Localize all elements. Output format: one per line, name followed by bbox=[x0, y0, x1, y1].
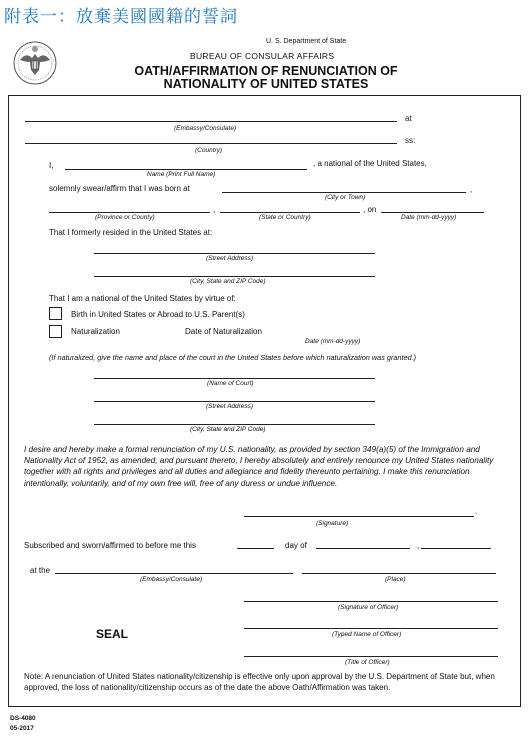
at-the-text: at the bbox=[30, 566, 51, 575]
date-naturalization-label: Date of Naturalization bbox=[185, 327, 262, 336]
street-field[interactable] bbox=[94, 253, 375, 254]
officer-embassy-field[interactable] bbox=[55, 573, 293, 574]
country-field[interactable] bbox=[25, 143, 397, 144]
court-city-field[interactable] bbox=[94, 424, 375, 425]
national-text: , a national of the United States, bbox=[313, 159, 427, 168]
place-caption: (Place) bbox=[385, 576, 406, 583]
form-date: 05-2017 bbox=[10, 725, 34, 732]
officer-signature-field[interactable] bbox=[244, 601, 498, 602]
seal-label: SEAL bbox=[96, 627, 129, 641]
birth-option-label: Birth in United States or Abroad to U.S. Parent(s) bbox=[71, 310, 245, 319]
court-street-caption: (Street Address) bbox=[206, 403, 254, 410]
signature-caption: (Signature) bbox=[316, 520, 349, 527]
court-street-field[interactable] bbox=[94, 401, 375, 402]
ss-label: ss: bbox=[405, 136, 416, 145]
officer-title-caption: (Title of Officer) bbox=[345, 659, 390, 666]
renunciation-paragraph: I desire and hereby make a formal renunciation of my U.S. nationality, as provided by section 349(a)(5) of the Immigration and Nationality Act of 1952, as amended, and pursuant thereto, I hereby absolutely and entirely renounce my United States nationality together with all rights and privileges and all duties and allegiance and fidelity thereunto pertaining. I make this renunciation intentionally, voluntarily, and of my own free will, free of any duress or undue influence. bbox=[24, 445, 494, 488]
naturalization-date-caption: Date (mm-dd-yyyy) bbox=[305, 338, 361, 345]
date-caption: Date (mm-dd-yyyy) bbox=[401, 214, 457, 221]
i-label: I, bbox=[49, 161, 54, 170]
day-field[interactable] bbox=[237, 548, 274, 549]
full-name-field[interactable] bbox=[65, 169, 307, 170]
city-state-zip-caption: (City, State and ZIP Code) bbox=[190, 278, 266, 285]
period: . bbox=[475, 507, 478, 516]
comma: , bbox=[417, 541, 420, 550]
officer-title-field[interactable] bbox=[244, 656, 498, 657]
street-caption: (Street Address) bbox=[206, 255, 254, 262]
on-text: , on bbox=[363, 205, 377, 214]
officer-name-field[interactable] bbox=[244, 628, 498, 629]
city-state-zip-field[interactable] bbox=[94, 276, 375, 277]
court-name-caption: (Name of Court) bbox=[207, 380, 254, 387]
attachment-title: 附表一：放棄美國國籍的誓詞 bbox=[4, 7, 238, 27]
officer-name-caption: (Typed Name of Officer) bbox=[332, 631, 402, 638]
month-field[interactable] bbox=[316, 548, 410, 549]
court-city-caption: (City, State and ZIP Code) bbox=[190, 426, 266, 433]
naturalized-note: (If naturalized, give the name and place of the court in the United States before which naturalization was granted.) bbox=[49, 353, 417, 362]
place-field[interactable] bbox=[302, 573, 496, 574]
year-field[interactable] bbox=[421, 548, 491, 549]
resided-text: That I formerly resided in the United States at: bbox=[49, 228, 213, 237]
day-of-text: day of bbox=[285, 541, 307, 550]
naturalization-checkbox[interactable] bbox=[49, 325, 62, 338]
virtue-text: That I am a national of the United States by virtue of: bbox=[49, 294, 236, 303]
comma: , bbox=[213, 205, 216, 214]
comma: , bbox=[470, 185, 473, 194]
signature-field[interactable] bbox=[244, 516, 474, 517]
form-number: DS-4080 bbox=[10, 715, 36, 722]
at-label: at bbox=[405, 114, 412, 123]
country-caption: (Country) bbox=[195, 147, 223, 154]
bureau-name: BUREAU OF CONSULAR AFFAIRS bbox=[190, 51, 335, 61]
birth-checkbox[interactable] bbox=[49, 307, 62, 320]
city-caption: (City or Town) bbox=[325, 194, 366, 201]
state-caption: (State or Country) bbox=[259, 214, 311, 221]
court-name-field[interactable] bbox=[94, 378, 375, 379]
subscribed-text: Subscribed and sworn/affirmed to before me this bbox=[24, 541, 196, 550]
city-field[interactable] bbox=[222, 192, 466, 193]
state-field[interactable] bbox=[220, 212, 360, 213]
department-name: U. S. Department of State bbox=[266, 38, 347, 45]
born-text: solemnly swear/affirm that I was born at bbox=[49, 184, 190, 193]
name-caption: Name (Print Full Name) bbox=[147, 171, 216, 178]
province-caption: (Province or County) bbox=[95, 214, 155, 221]
birth-date-field[interactable] bbox=[381, 212, 484, 213]
officer-signature-caption: (Signature of Officer) bbox=[338, 604, 399, 611]
embassy-caption: (Embassy/Consulate) bbox=[174, 125, 237, 132]
embassy-field[interactable] bbox=[25, 121, 397, 122]
footnote: Note: A renunciation of United States nationality/citizenship is effective only upon approval by the U.S. Department of State but, when approved, the loss of nationality/citizenship occurs as of the date the above Oath/Affirmation was taken. bbox=[24, 672, 495, 692]
form-title-line1: OATH/AFFIRMATION OF RENUNCIATION OF bbox=[134, 64, 398, 78]
officer-embassy-caption: (Embassy/Consulate) bbox=[140, 576, 203, 583]
naturalization-option-label: Naturalization bbox=[71, 327, 120, 336]
form-title-line2: NATIONALITY OF UNITED STATES bbox=[163, 77, 369, 91]
province-field[interactable] bbox=[49, 212, 210, 213]
